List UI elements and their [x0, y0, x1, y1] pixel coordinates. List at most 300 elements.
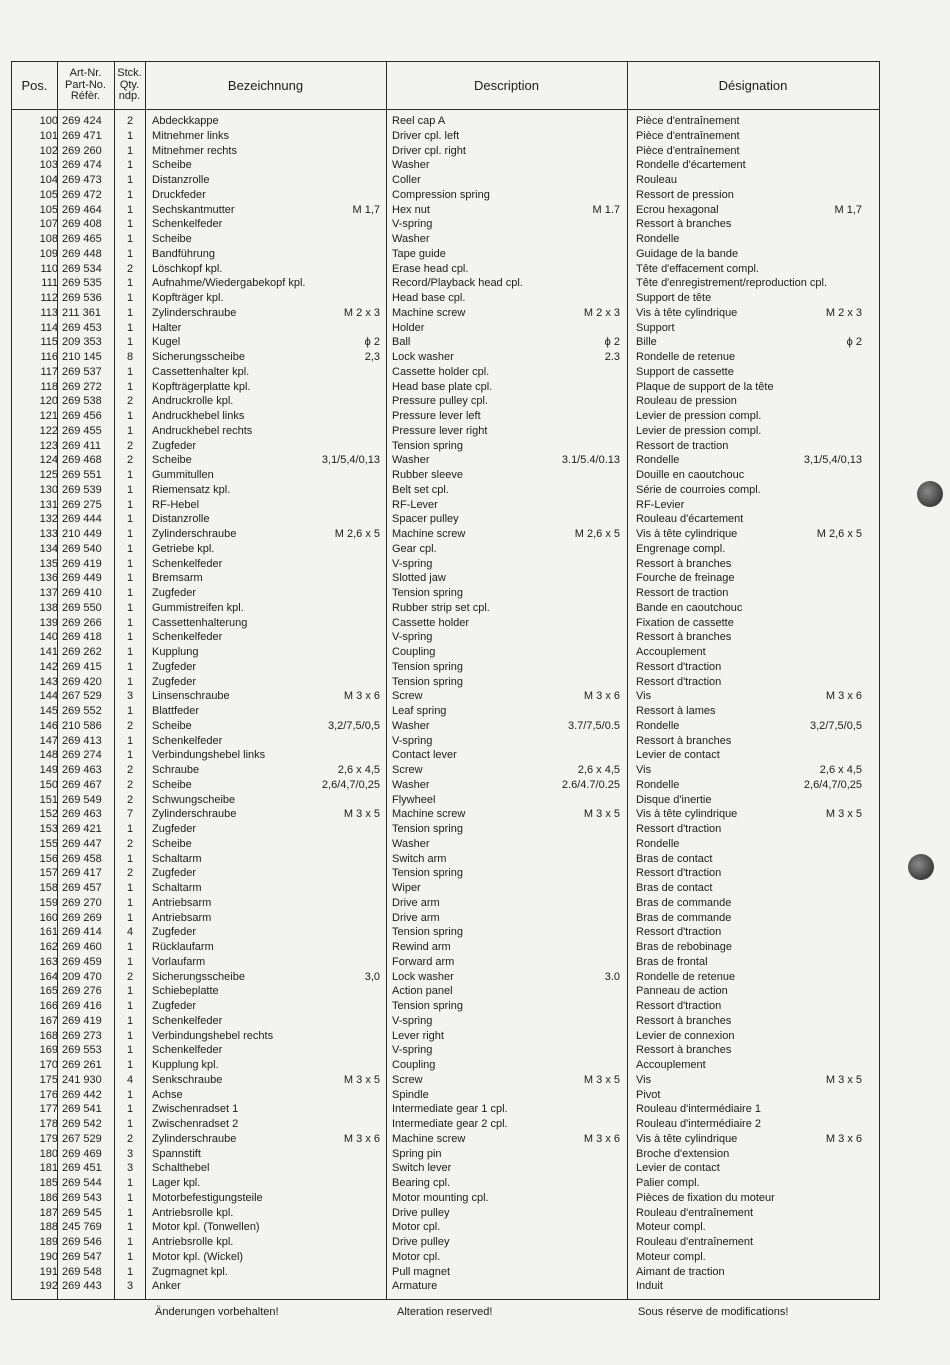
- parts-list-table: [11, 61, 880, 1300]
- table-row: [12, 247, 879, 262]
- part-pos: 107: [39, 218, 58, 231]
- part-name-fr: Disque d'inertie: [636, 793, 712, 806]
- part-size-fr: M 2 x 3: [825, 306, 862, 319]
- part-name-fr: Broche d'extension: [636, 1147, 730, 1160]
- header-divider: [12, 109, 879, 110]
- part-pos: 155: [39, 837, 58, 850]
- part-name-de: Schaltarm: [152, 882, 202, 894]
- part-name-en: Tension spring: [392, 675, 463, 688]
- part-name-en: Washer: [392, 778, 430, 791]
- part-name-de: RF-Hebel: [152, 498, 200, 511]
- part-name-fr: Induit: [636, 1280, 663, 1293]
- part-name-fr: Série de courroies compl.: [636, 483, 761, 496]
- part-name-de: Zylinderschraube: [152, 528, 237, 540]
- part-name-en: Wiper: [392, 882, 421, 894]
- part-name-fr: Ressort d'traction: [636, 823, 722, 835]
- table-row: [12, 616, 879, 631]
- part-size-en: 3.0: [604, 970, 620, 983]
- footer-note-de: Änderungen vorbehalten!: [155, 1306, 279, 1318]
- part-size-de: 3,1/5,4/0,13: [321, 454, 380, 467]
- part-name-en: Belt set cpl.: [392, 483, 449, 496]
- part-name-en: Bearing cpl.: [392, 1177, 451, 1189]
- part-pos: 104: [39, 174, 58, 186]
- part-name-de: Scheibe: [152, 233, 192, 245]
- part-name-de: Lager kpl.: [152, 1177, 201, 1189]
- part-name-de: Kupplung kpl.: [152, 1059, 219, 1071]
- part-size-de: 2,3: [364, 351, 380, 363]
- part-qty: 1: [126, 601, 134, 614]
- part-qty: 1: [126, 852, 134, 865]
- part-qty: 1: [126, 528, 134, 540]
- part-name-fr: Ressort de traction: [636, 439, 729, 452]
- part-qty: 3: [126, 1162, 134, 1175]
- table-row: [12, 807, 879, 822]
- part-name-de: Schraube: [152, 764, 200, 776]
- part-name-en: Pressure pulley cpl.: [392, 395, 488, 408]
- part-name-en: Contact lever: [392, 749, 457, 762]
- part-qty: 1: [126, 896, 134, 909]
- part-size-de: M 2,6 x 5: [334, 528, 380, 540]
- part-pos: 150: [39, 778, 58, 791]
- part-name-en: Machine screw: [392, 1132, 466, 1145]
- part-pos: 108: [39, 233, 58, 245]
- part-number: 269 260: [62, 144, 102, 157]
- part-name-de: Antriebsarm: [152, 896, 212, 909]
- part-number: 269 546: [62, 1236, 102, 1248]
- table-row: [12, 439, 879, 454]
- part-name-de: Schenkelfeder: [152, 1014, 223, 1027]
- part-qty: 1: [126, 380, 134, 393]
- part-name-de: Schwungscheibe: [152, 793, 236, 806]
- part-number: 269 473: [62, 174, 102, 186]
- part-pos: 166: [39, 1000, 58, 1012]
- part-name-de: Cassettenhalter kpl.: [152, 365, 250, 378]
- part-qty: 1: [126, 1118, 134, 1130]
- part-size-de: ϕ 2: [364, 336, 380, 349]
- table-row: [12, 468, 879, 483]
- header-part-no-fr: Réfèr.: [70, 90, 101, 103]
- part-name-de: Vorlaufarm: [152, 955, 206, 968]
- table-row: [12, 188, 879, 203]
- part-name-fr: Douille en caoutchouc: [636, 469, 745, 481]
- part-name-de: Kupplung: [152, 646, 199, 658]
- part-qty: 8: [126, 351, 134, 363]
- part-pos: 188: [39, 1221, 58, 1234]
- part-qty: 1: [126, 247, 134, 260]
- part-pos: 178: [39, 1118, 58, 1130]
- part-name-de: Scheibe: [152, 159, 192, 172]
- table-row: [12, 999, 879, 1014]
- part-name-fr: Plaque de support de la tête: [636, 380, 774, 393]
- table-row: [12, 350, 879, 365]
- part-name-en: Rubber strip set cpl.: [392, 601, 490, 614]
- part-number: 269 410: [62, 587, 102, 599]
- part-name-fr: Rondelle de retenue: [636, 970, 736, 983]
- part-qty: 1: [126, 557, 134, 570]
- part-name-fr: Levier de contact: [636, 1162, 720, 1175]
- table-row: [12, 896, 879, 911]
- part-name-de: Distanzrolle: [152, 513, 210, 526]
- part-pos: 149: [39, 764, 58, 776]
- part-pos: 156: [39, 852, 58, 865]
- table-row: [12, 1102, 879, 1117]
- part-name-de: Kugel: [152, 336, 181, 349]
- part-size-de: M 3 x 6: [343, 1132, 380, 1145]
- part-name-de: Verbindungshebel links: [152, 749, 266, 762]
- part-name-de: Bandführung: [152, 247, 215, 260]
- part-name-en: Cassette holder cpl.: [392, 365, 490, 378]
- part-name-fr: Bras de frontal: [636, 955, 708, 968]
- part-name-en: Holder: [392, 321, 425, 334]
- part-name-fr: Support: [636, 321, 675, 334]
- part-size-en: 2.6/4.7/0.25: [561, 778, 620, 791]
- part-name-en: Slotted jaw: [392, 572, 446, 585]
- part-name-fr: Moteur compl.: [636, 1221, 706, 1234]
- part-name-de: Kopfträgerplatte kpl.: [152, 380, 251, 393]
- part-number: 269 535: [62, 277, 102, 290]
- part-name-de: Blattfeder: [152, 705, 200, 717]
- part-number: 269 542: [62, 1118, 102, 1130]
- part-number: 245 769: [62, 1221, 102, 1234]
- part-qty: 1: [126, 955, 134, 968]
- table-row: [12, 483, 879, 498]
- part-name-en: Armature: [392, 1280, 438, 1293]
- part-name-en: Coupling: [392, 646, 436, 658]
- part-size-fr: M 2,6 x 5: [816, 528, 862, 540]
- part-name-en: Coupling: [392, 1059, 436, 1071]
- header-qty-de: Stck.: [117, 67, 142, 80]
- header-designation: Désignation: [718, 78, 788, 93]
- part-number: 269 548: [62, 1265, 102, 1278]
- part-name-en: Tension spring: [392, 823, 463, 835]
- part-name-de: Sicherungsscheibe: [152, 970, 245, 983]
- part-number: 269 474: [62, 159, 102, 172]
- table-row: [12, 217, 879, 232]
- part-name-de: Zugfeder: [152, 926, 197, 939]
- part-pos: 137: [39, 587, 58, 599]
- part-size-de: M 3 x 5: [343, 808, 380, 821]
- header-part-no-de: Art-Nr.: [69, 67, 102, 80]
- part-pos: 158: [39, 882, 58, 894]
- part-qty: 1: [126, 734, 134, 747]
- table-row: [12, 424, 879, 439]
- part-size-en: M 3 x 5: [583, 808, 620, 821]
- part-name-en: Spindle: [392, 1088, 429, 1101]
- part-number: 269 275: [62, 498, 102, 511]
- table-row: [12, 571, 879, 586]
- part-number: 267 529: [62, 690, 102, 703]
- part-qty: 1: [126, 941, 134, 953]
- table-row: [12, 498, 879, 513]
- part-number: 269 538: [62, 395, 102, 408]
- part-pos: 125: [39, 469, 58, 481]
- part-pos: 168: [39, 1029, 58, 1042]
- part-name-en: Lock washer: [392, 970, 454, 983]
- part-name-en: Spring pin: [392, 1147, 442, 1160]
- part-qty: 1: [126, 321, 134, 334]
- part-number: 269 416: [62, 1000, 102, 1012]
- part-pos: 157: [39, 867, 58, 880]
- part-qty: 2: [126, 395, 134, 408]
- part-number: 269 408: [62, 218, 102, 231]
- part-name-de: Distanzrolle: [152, 174, 210, 186]
- part-qty: 1: [126, 174, 134, 186]
- part-size-en: 2.3: [604, 351, 620, 363]
- table-row: [12, 1176, 879, 1191]
- part-name-fr: Bras de contact: [636, 852, 713, 865]
- part-name-en: Drive arm: [392, 896, 440, 909]
- table-body: [12, 114, 879, 1294]
- part-name-de: Andruckhebel rechts: [152, 424, 253, 437]
- part-name-en: Flywheel: [392, 793, 436, 806]
- part-number: 269 411: [62, 439, 101, 452]
- header-bezeichnung: Bezeichnung: [227, 78, 304, 93]
- part-pos: 112: [40, 292, 58, 304]
- table-row: [12, 1161, 879, 1176]
- part-qty: 1: [126, 882, 134, 894]
- part-qty: 1: [126, 1044, 134, 1057]
- part-name-en: Machine screw: [392, 528, 466, 540]
- part-name-fr: Bille: [636, 336, 657, 349]
- part-pos: 114: [40, 321, 58, 334]
- table-row: [12, 1014, 879, 1029]
- part-size-de: 3,2/7,5/0,5: [328, 719, 380, 732]
- part-name-fr: Ressort à branches: [636, 631, 732, 644]
- part-qty: 1: [126, 1014, 134, 1027]
- part-qty: 2: [126, 837, 134, 850]
- part-qty: 1: [126, 911, 134, 924]
- part-qty: 1: [126, 469, 134, 481]
- part-name-en: Lock washer: [392, 351, 454, 363]
- part-name-en: Erase head cpl.: [392, 262, 469, 275]
- part-name-fr: Vis à tête cylindrique: [636, 1132, 738, 1145]
- header-pos: Pos.: [21, 78, 48, 93]
- part-name-en: V-spring: [392, 1044, 433, 1057]
- part-qty: 1: [126, 1250, 134, 1263]
- part-number: 269 415: [62, 660, 102, 673]
- part-number: 269 447: [62, 837, 102, 850]
- part-qty: 1: [126, 159, 134, 172]
- part-name-fr: Palier compl.: [636, 1177, 700, 1189]
- header-description: Description: [473, 78, 540, 93]
- part-name-fr: Rouleau d'entraînement: [636, 1236, 754, 1248]
- part-size-fr: M 3 x 5: [825, 808, 862, 821]
- part-name-de: Aufnahme/Wiedergabekopf kpl.: [152, 277, 306, 290]
- part-size-en: 3.7/7,5/0.5: [568, 719, 620, 732]
- part-name-de: Schenkelfeder: [152, 734, 223, 747]
- part-name-fr: Rouleau de pression: [636, 395, 737, 408]
- header-qty: [114, 62, 145, 109]
- part-pos: 138: [39, 601, 58, 614]
- table-row: [12, 1073, 879, 1088]
- part-pos: 116: [40, 351, 58, 363]
- part-pos: 177: [39, 1103, 58, 1116]
- part-name-en: V-spring: [392, 631, 433, 644]
- table-row: [12, 586, 879, 601]
- part-pos: 185: [39, 1177, 58, 1189]
- part-name-de: Scheibe: [152, 837, 192, 850]
- part-pos: 124: [39, 454, 58, 467]
- part-name-en: Switch arm: [392, 852, 447, 865]
- part-size-de: M 3 x 5: [343, 1073, 380, 1086]
- part-name-fr: Vis à tête cylindrique: [636, 808, 738, 821]
- part-name-en: Driver cpl. right: [392, 144, 466, 157]
- table-row: [12, 306, 879, 321]
- part-number: 269 457: [62, 882, 102, 894]
- part-name-en: Pull magnet: [392, 1265, 451, 1278]
- part-pos: 151: [39, 793, 58, 806]
- part-qty: 1: [126, 1177, 134, 1189]
- part-name-de: Zugfeder: [152, 823, 197, 835]
- part-number: 269 534: [62, 262, 102, 275]
- part-name-de: Motor kpl. (Tonwellen): [152, 1221, 260, 1234]
- table-row: [12, 645, 879, 660]
- part-name-en: Ball: [392, 336, 411, 349]
- part-name-de: Motorbefestigungsteile: [152, 1191, 263, 1204]
- part-name-de: Zugfeder: [152, 675, 197, 688]
- part-qty: 1: [126, 542, 134, 555]
- part-pos: 175: [39, 1073, 58, 1086]
- table-row: [12, 276, 879, 291]
- table-row: [12, 734, 879, 749]
- part-pos: 148: [39, 749, 58, 762]
- part-number: 269 463: [62, 764, 102, 776]
- part-name-en: Leaf spring: [392, 705, 447, 717]
- part-pos: 147: [39, 734, 58, 747]
- part-name-en: Action panel: [392, 985, 453, 998]
- part-pos: 187: [39, 1206, 58, 1219]
- table-row: [12, 527, 879, 542]
- part-name-de: Riemensatz kpl.: [152, 483, 231, 496]
- part-number: 269 269: [62, 911, 102, 924]
- part-name-fr: Rondelle: [636, 233, 680, 245]
- table-row: [12, 158, 879, 173]
- part-name-en: Compression spring: [392, 188, 490, 201]
- part-number: 269 540: [62, 542, 102, 555]
- part-name-fr: Rouleau d'intermédiaire 2: [636, 1118, 762, 1130]
- part-qty: 2: [126, 454, 134, 467]
- part-name-en: Head base cpl.: [392, 292, 466, 304]
- part-size-fr: 3,2/7,5/0,5: [810, 719, 862, 732]
- part-qty: 1: [126, 129, 134, 142]
- part-number: 269 420: [62, 675, 102, 688]
- part-pos: 123: [39, 439, 58, 452]
- part-name-en: Hex nut: [392, 203, 430, 216]
- part-pos: 100: [39, 115, 58, 127]
- table-row: [12, 955, 879, 970]
- part-size-en: 3.1/5.4/0.13: [561, 454, 620, 467]
- part-number: 269 471: [62, 129, 102, 142]
- table-row: [12, 689, 879, 704]
- part-qty: 1: [126, 1029, 134, 1042]
- table-row: [12, 1147, 879, 1162]
- part-size-en: ϕ 2: [604, 336, 620, 349]
- part-qty: 1: [126, 424, 134, 437]
- part-number: 269 537: [62, 365, 102, 378]
- part-name-en: Motor cpl.: [392, 1221, 441, 1234]
- footer-note-en: Alteration reserved!: [397, 1306, 493, 1318]
- part-number: 269 443: [62, 1280, 102, 1293]
- table-row: [12, 1058, 879, 1073]
- part-name-de: Zwischenradset 1: [152, 1103, 239, 1116]
- part-qty: 1: [126, 705, 134, 717]
- header-qty-en: Qty.: [119, 78, 140, 91]
- table-row: [12, 925, 879, 940]
- part-name-de: Zylinderschraube: [152, 306, 237, 319]
- part-qty: 1: [126, 188, 134, 201]
- part-pos: 140: [39, 631, 58, 644]
- part-number: 269 453: [62, 321, 102, 334]
- part-name-de: Bremsarm: [152, 572, 203, 585]
- part-number: 269 444: [62, 513, 102, 526]
- part-pos: 169: [39, 1044, 58, 1057]
- part-pos: 117: [40, 365, 58, 378]
- part-name-fr: Levier de pression compl.: [636, 410, 762, 422]
- part-name-de: Linsenschraube: [152, 690, 230, 703]
- part-number: 269 544: [62, 1177, 102, 1189]
- part-name-de: Zugfeder: [152, 587, 197, 599]
- table-row: [12, 365, 879, 380]
- part-name-de: Scheibe: [152, 719, 192, 732]
- part-qty: 2: [126, 719, 134, 732]
- part-name-de: Kopfträger kpl.: [152, 292, 224, 304]
- part-pos: 121: [39, 410, 58, 422]
- part-number: 269 459: [62, 955, 102, 968]
- part-number: 269 539: [62, 483, 102, 496]
- part-qty: 1: [126, 1236, 134, 1248]
- part-number: 269 418: [62, 631, 102, 644]
- part-name-en: Tape guide: [392, 247, 446, 260]
- part-qty: 1: [126, 144, 134, 157]
- table-row: [12, 748, 879, 763]
- part-name-fr: Rondelle de retenue: [636, 351, 736, 363]
- table-row: [12, 114, 879, 129]
- part-name-de: Zugfeder: [152, 439, 197, 452]
- part-number: 269 541: [62, 1103, 102, 1116]
- part-number: 209 353: [62, 336, 102, 349]
- part-qty: 1: [126, 616, 134, 629]
- part-name-fr: Levier de contact: [636, 749, 720, 762]
- part-name-de: Zugmagnet kpl.: [152, 1265, 228, 1278]
- part-number: 210 449: [62, 528, 102, 540]
- part-number: 269 266: [62, 616, 102, 629]
- part-name-fr: Ressort à branches: [636, 557, 732, 570]
- part-number: 269 468: [62, 454, 102, 467]
- part-number: 269 536: [62, 292, 102, 304]
- part-qty: 3: [126, 1280, 134, 1293]
- table-row: [12, 453, 879, 468]
- table-row: [12, 394, 879, 409]
- part-qty: 3: [126, 690, 134, 703]
- part-name-fr: Bras de rebobinage: [636, 941, 733, 953]
- part-name-fr: Rondelle: [636, 719, 680, 732]
- table-row: [12, 1117, 879, 1132]
- part-name-de: Achse: [152, 1088, 183, 1101]
- part-number: 269 549: [62, 793, 102, 806]
- part-name-en: Rewind arm: [392, 941, 451, 953]
- part-pos: 118: [40, 380, 58, 393]
- part-qty: 1: [126, 675, 134, 688]
- part-name-de: Antriebsrolle kpl.: [152, 1236, 234, 1248]
- part-pos: 131: [39, 498, 58, 511]
- table-row: [12, 793, 879, 808]
- table-row: [12, 1191, 879, 1206]
- table-row: [12, 203, 879, 218]
- part-pos: 176: [39, 1088, 58, 1101]
- part-name-fr: Ressort à branches: [636, 218, 732, 231]
- part-qty: 1: [126, 1088, 134, 1101]
- part-qty: 1: [126, 1191, 134, 1204]
